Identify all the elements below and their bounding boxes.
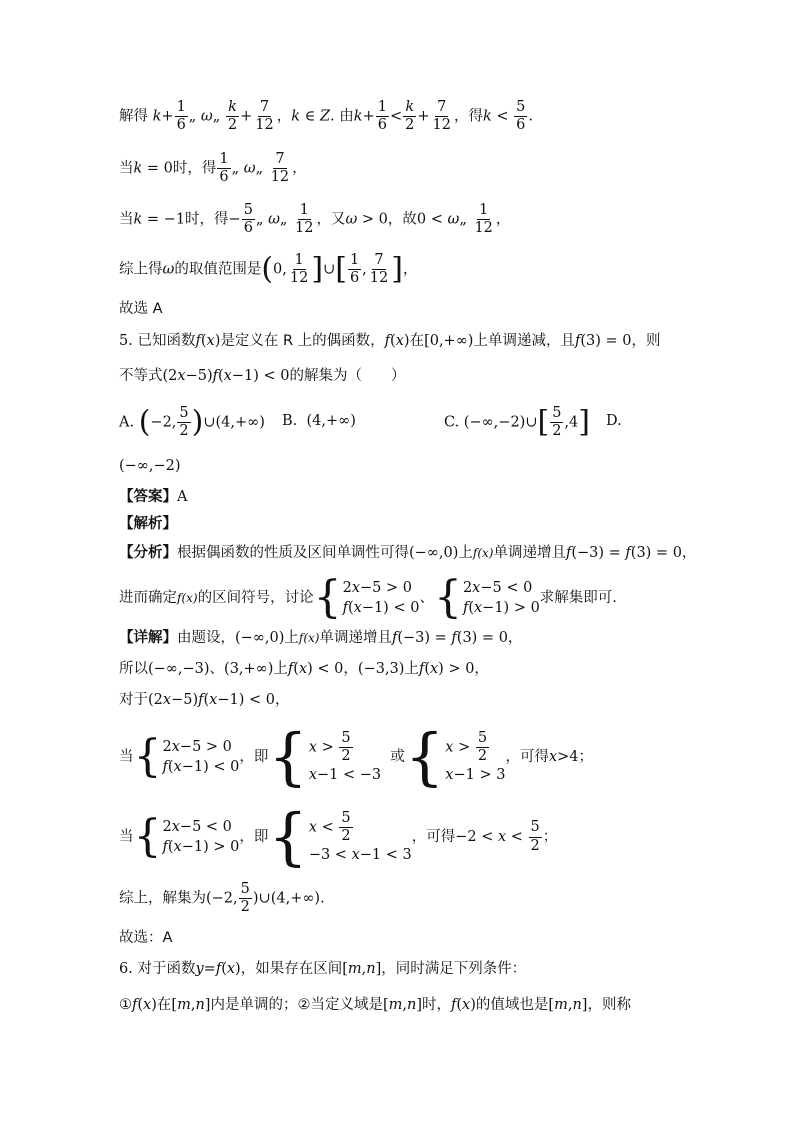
xiangjie-label: 【详解】 [119,630,177,646]
option-d [606,414,622,429]
option-label: B. [282,413,298,429]
text: ， [276,108,292,125]
detail-line-3: 对于(2x−5)f(x−1) < 0， [119,692,290,708]
analysis-line-1: 【分析】根据偶函数的性质及区间单调性可得(−∞,0)上f(x)单调递增且f(−3) = f(3) = 0， [119,545,697,561]
case-2: 当 { 2x−5 < 0 f(x−1) > 0 ，即 { x < $\frac{5}{2}$ −3 < x−1 < 3 ，可得−2 < x < $\frac{5}{2}$ ； [119,800,558,873]
answer-line [119,490,187,505]
summary-line: 综上，解集为(−2, $\frac{5}{2}$ )∪(4,+∞). [119,881,325,916]
text: ，得 [453,108,483,125]
text: 当 [119,160,134,177]
text: 单调递增且 [319,630,392,646]
question-5-line-1: 5. 已知函数f(x)是定义在 R 上的偶函数，f(x)在[0,+∞)上单调递减，且f(3) = 0，则 [119,333,661,349]
option-d-value: (−∞,−2) [119,458,181,474]
text: 对于函数 [137,961,196,977]
text: 当 [119,829,134,845]
text: 根据偶函数的性质及区间单调性可得 [177,545,409,561]
text: 综上得 [119,261,163,278]
solution-line-2: 当k = 0时，得 $\frac{1}{6}$ „ ω„ $\frac{7}{12}$ ， [119,151,307,186]
solution-line-1: 解得 k+ $\frac{1}{6}$ „ ω„ $\frac{k}{2}$ + $\frac{7}{12}$ ，k ∈ Z. 由k+ $\frac{1}{6}$ < $\frac{k}{2}$ + $\frac{7}{12}$ ，得k < $\frac{5}{6}$ . [119,99,533,134]
text: 上 [273,661,288,677]
text: 在 [156,997,172,1013]
text: 的取值范围是 [174,261,262,278]
text: 当 [119,749,134,765]
text: ，可得 [505,749,549,765]
text: 对于 [119,692,148,708]
text: 时，得 [185,211,229,228]
option-a: A. (−2, $\frac{5}{2}$ )∪(4,+∞) [119,404,265,440]
solution-line-3: 当k = −1时，得− $\frac{5}{6}$ „ ω„ $\frac{1}{12}$ ，又ω > 0，故0 < ω„ $\frac{1}{12}$ ， [119,202,511,237]
question-6-line-2: ①f(x)在[m,n]内是单调的；②当定义域是[m,n]时，f(x)的值域也是[m,n]，则称 [119,997,631,1013]
option-c: C. (−∞,−2)∪[ $\frac{5}{2}$ ,4] [444,404,590,440]
text: 时，得 [172,160,217,177]
text: ，故 [387,211,417,228]
text: 由题设， [177,630,235,646]
text: 是定义在 R 上的偶函数， [220,333,385,349]
text: 由 [339,108,354,125]
question-6-line-1: 6. 对于函数y=f(x)，如果存在区间[m,n]，同时满足下列条件： [119,961,527,977]
answer-label: 【答案】 [119,489,177,505]
option-label: A. [119,414,135,431]
text: 在 [409,333,425,349]
text: ， [507,630,523,646]
text: ，又 [316,211,346,228]
text: 已知函数 [137,333,196,349]
case-1: 当 { 2x−5 > 0 f(x−1) < 0 ，即 { x > $\frac{5}{2}$ x−1 < −3 或 { x > $\frac{5}{2}$ x−1 > 3 ，可得x>4； [119,720,594,793]
text: ，则称 [587,997,631,1013]
text: 上单调递减，且 [473,333,575,349]
text: 求解集即可. [539,590,617,606]
text: 解得 [119,108,148,125]
text: ， [495,211,511,228]
text: ； [578,749,594,765]
text: 内是单调的；②当定义域是 [210,997,383,1013]
detail-line-2: 所以(−∞,−3)、(3,+∞)上f(x) < 0，(−3,3)上f(x) > 0， [119,661,489,677]
text: 综上，解集为 [119,890,206,907]
answer-value: A [177,489,188,505]
question-5-line-2: 不等式(2x−5)f(x−1) < 0的解集为（ ） [119,368,406,384]
text: ， [474,661,489,677]
text: ，可得 [411,829,456,845]
text: 进而确定 [119,590,177,606]
text: 的值域也是 [475,997,549,1013]
fenxi-label: 【分析】 [119,545,177,561]
text: 所以 [119,661,148,677]
option-label: D. [606,413,622,429]
text: 当 [119,211,134,228]
text: ① [119,997,132,1013]
text: ，如果存在区间 [240,961,343,977]
analysis-label: 【解析】 [119,516,177,532]
text: 或 [390,749,405,765]
text: 、 [419,590,434,606]
text: ， [343,661,358,677]
text: . [320,890,325,907]
solution-line-4: 综上得ω的取值范围是(0, $\frac{1}{12}$ ]∪[ $\frac{1}{6}$ , $\frac{7}{12}$ ]， [119,251,418,287]
text: ， [681,545,697,561]
text: ，同时满足下列条件： [381,961,527,977]
text: 上 [458,545,473,561]
option-label: C. [444,414,460,431]
text: ，即 [239,829,269,845]
text: 时， [422,997,451,1013]
analysis-line-2: 进而确定f(x)的区间符号，讨论 { 2x−5 > 0 f(x−1) < 0 、 { 2x−5 < 0 f(x−1) > 0 求解集即可. [119,572,617,623]
select-answer-2: 故选：A [119,930,173,946]
text: 的解集为（ ） [289,368,406,384]
text: 不等式 [119,368,163,384]
text: 上 [284,630,299,646]
text: 单调递增且 [493,545,566,561]
option-b: B. (4,+∞) [282,413,356,429]
question-number: 6. [119,961,133,977]
text: . [528,108,533,125]
text: 上 [404,661,419,677]
text: ，则 [631,333,661,349]
text: 、 [209,661,225,677]
text: ， [402,261,418,278]
detail-line-1: 【详解】由题设，(−∞,0)上f(x)单调递增且f(−3) = f(3) = 0， [119,630,523,646]
text: ，即 [239,749,269,765]
text: ， [274,692,290,708]
text: ， [292,160,307,177]
text: ； [542,829,558,845]
text: 的区间符号，讨论 [197,590,314,606]
question-number: 5. [119,333,133,349]
select-answer-1: 故选 A [119,301,163,317]
